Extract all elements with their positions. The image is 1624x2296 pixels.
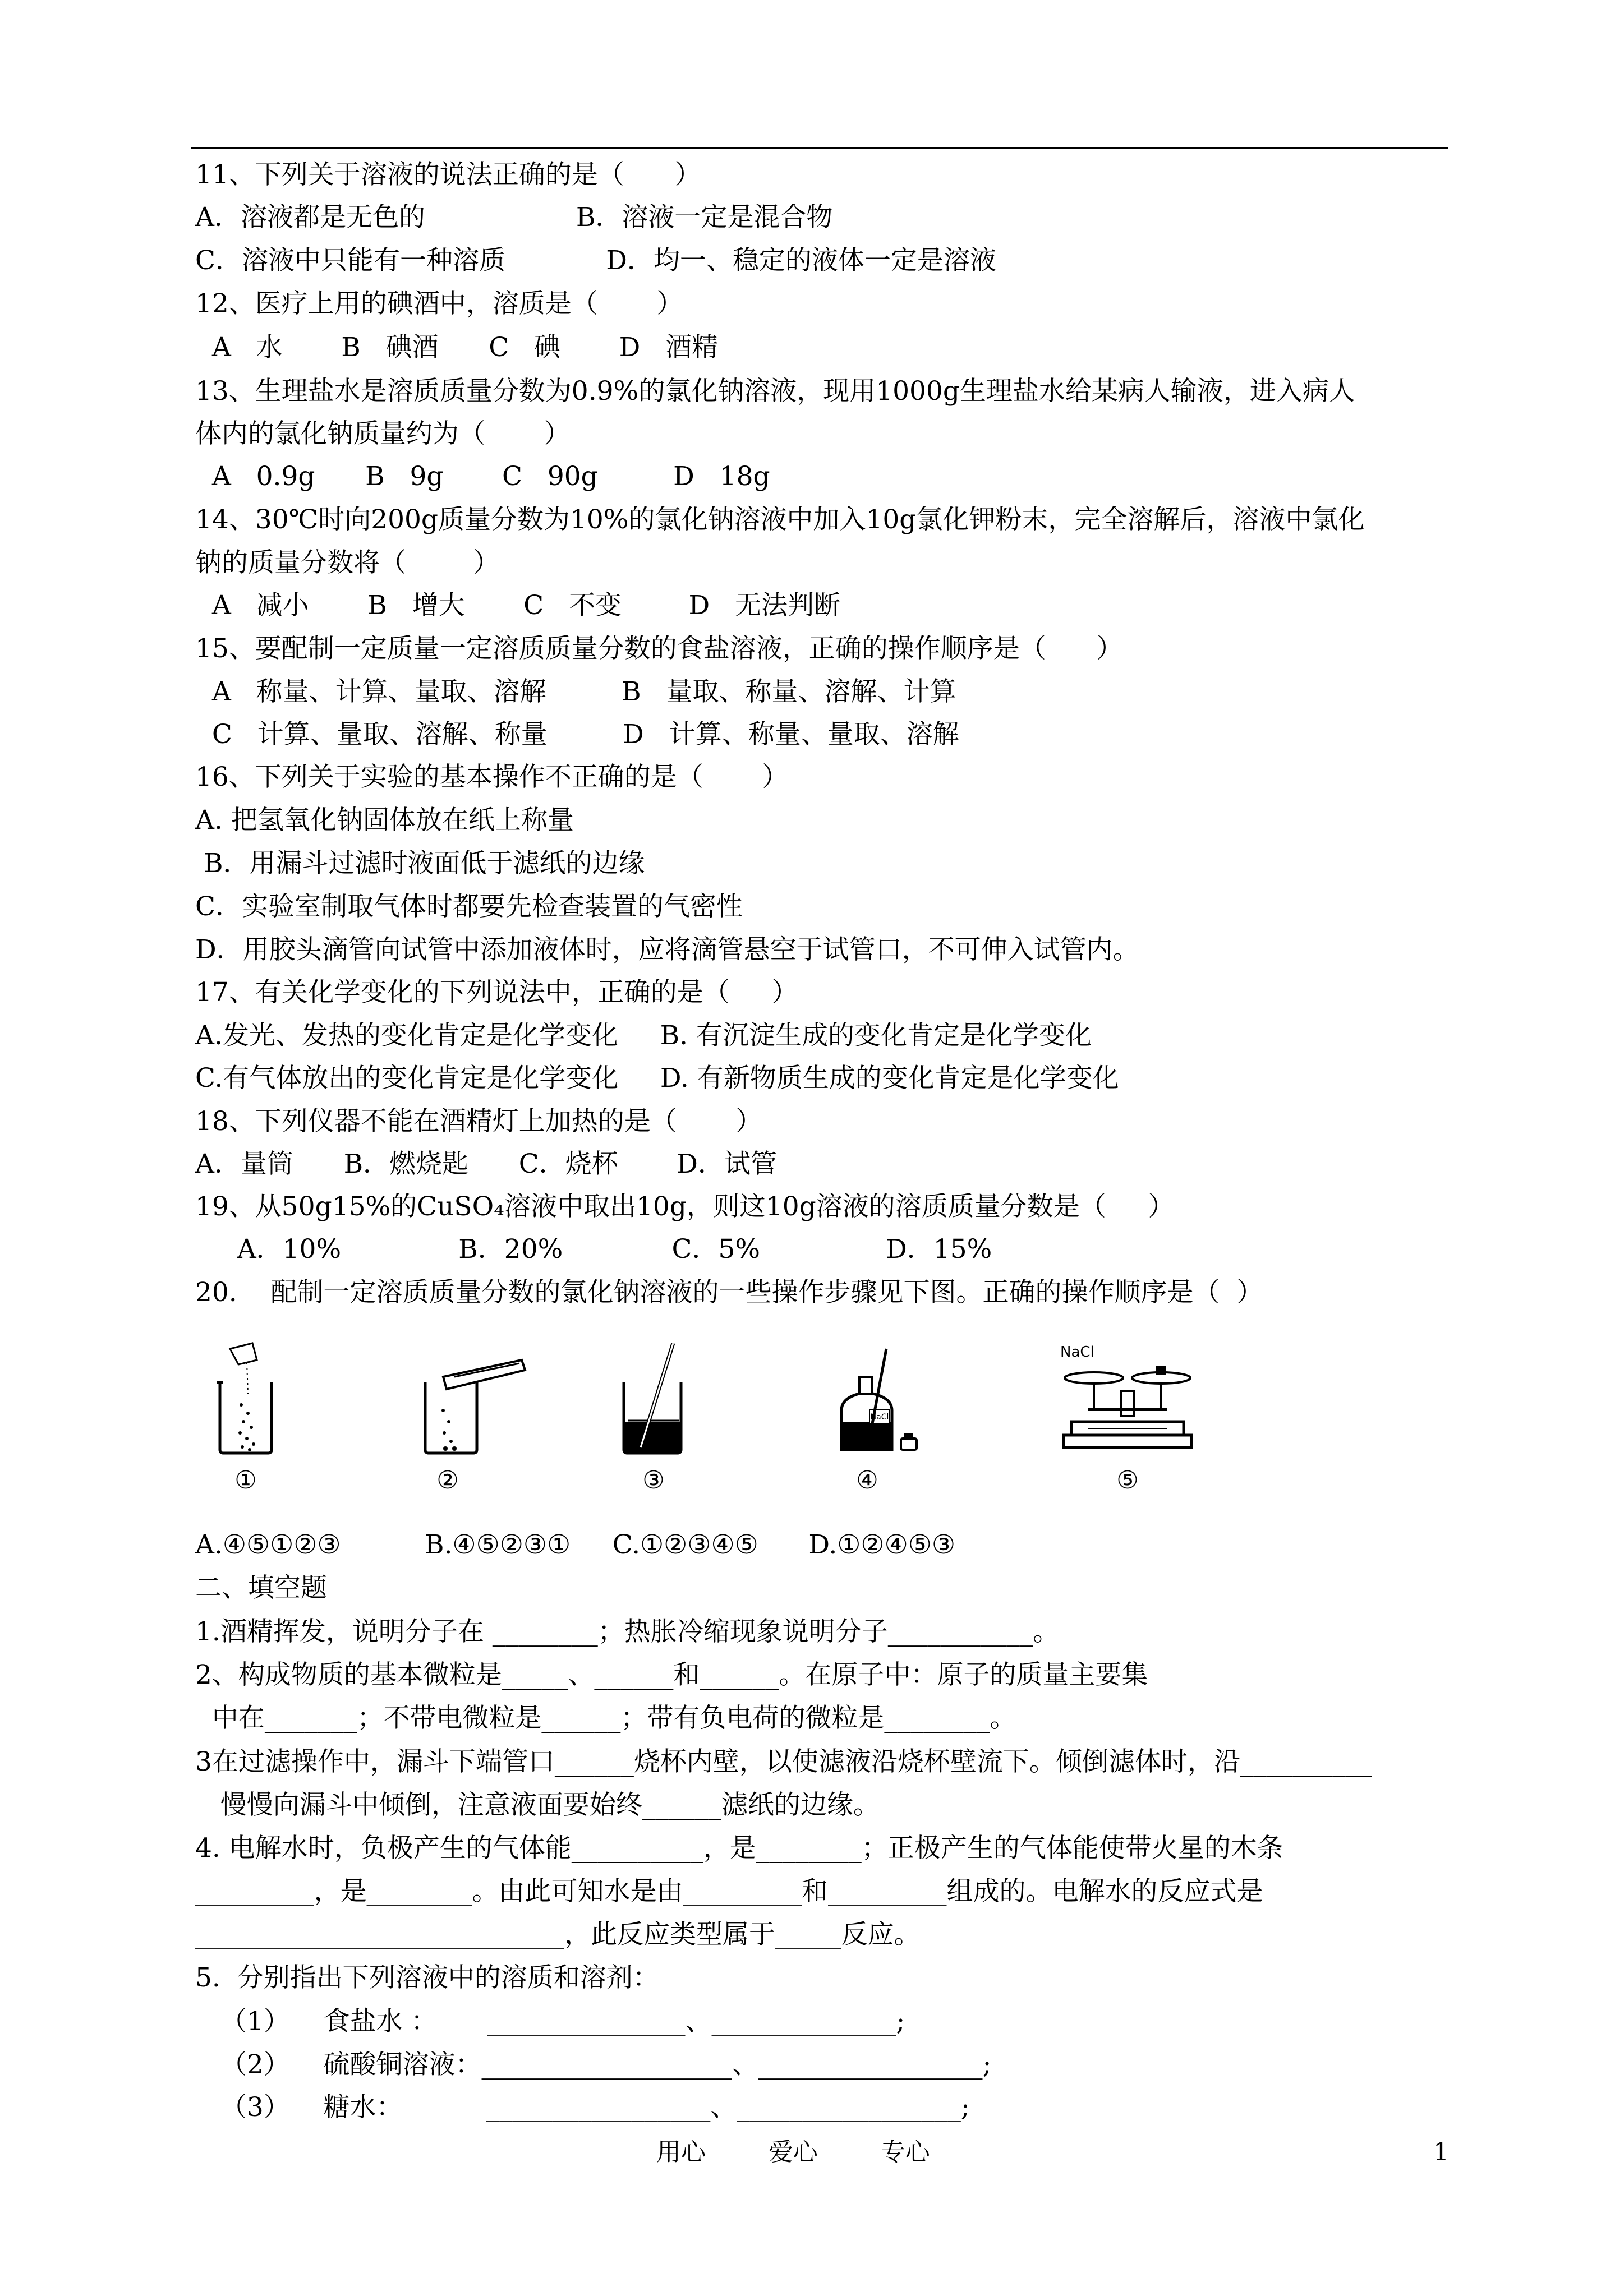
balance-illustration [1055, 1338, 1200, 1467]
text-line: D．用胶头滴管向试管中添加液体时，应将滴管悬空于试管口，不可伸入试管内。 [195, 934, 1139, 965]
text-line: C.有气体放出的变化肯定是化学变化 D. 有新物质生成的变化肯定是化学变化 [195, 1063, 1119, 1094]
figure-label-1: ① [234, 1466, 257, 1495]
header-rule [191, 147, 1448, 149]
text-line: 14、30℃时向200g质量分数为10%的氯化钠溶液中加入10g氯化钾粉末，完全溶解后，溶液中氯化 [195, 504, 1365, 535]
text-line: 11、下列关于溶液的说法正确的是（ ） [195, 159, 701, 190]
text-line: A 水 B 碘酒 C 碘 D 酒精 [195, 332, 719, 363]
figure-stir [611, 1338, 701, 1495]
page-number: 1 [1433, 2138, 1449, 2166]
text-line: A 0.9g B 9g C 90g D 18g [195, 461, 770, 492]
text-line: A.④⑤①②③ B.④⑤②③① C.①②③④⑤ D.①②④⑤③ [195, 1529, 955, 1560]
text-line: 17、有关化学变化的下列说法中，正确的是（ ） [195, 977, 798, 1008]
text-line: 3在过滤操作中，漏斗下端管口______烧杯内壁，以使滤液沿烧杯壁流下。倾倒滤体时，沿__________ [195, 1746, 1372, 1777]
text-line: 中在_______；不带电微粒是______；带有负电荷的微粒是________。 [195, 1703, 1016, 1733]
nacl-balance-label: NaCl [1060, 1344, 1094, 1361]
figure-label-4: ④ [856, 1466, 878, 1495]
text-line: C．实验室制取气体时都要先检查装置的气密性 [195, 891, 743, 922]
text-line: A．溶液都是无色的 B．溶液一定是混合物 [195, 202, 833, 233]
text-line: 1.酒精挥发，说明分子在 ________；热胀冷缩现象说明分子___________。 [195, 1616, 1060, 1647]
text-line: _________，是________。由此可知水是由_________和_________组成的。电解水的反应式是 [195, 1876, 1263, 1907]
figure-pour-salt [208, 1338, 292, 1495]
text-line: 20. 配制一定溶质质量分数的氯化钠溶液的一些操作步骤见下图。正确的操作顺序是（ ） [195, 1277, 1263, 1308]
text-line: （1） 食盐水 ： _______________、______________; [195, 2006, 905, 2037]
figure-reagent-bottle [830, 1338, 937, 1495]
text-line: 15、要配制一定质量一定溶质质量分数的食盐溶液，正确的操作顺序是（ ） [195, 633, 1123, 664]
stir-illustration [611, 1338, 701, 1467]
text-line: 13、生理盐水是溶质质量分数为0.9%的氯化钠溶液，现用1000g生理盐水给某病人输液，进入病人 [195, 376, 1355, 407]
pour-salt-illustration [208, 1338, 292, 1467]
figure-label-3: ③ [642, 1466, 665, 1495]
text-line: B．用漏斗过滤时液面低于滤纸的边缘 [195, 848, 645, 879]
text-line: ____________________________，此反应类型属于_____反应。 [195, 1919, 921, 1950]
figure-balance [1055, 1338, 1200, 1495]
text-line: 12、医疗上用的碘酒中，溶质是（ ） [195, 288, 683, 319]
text-line: 二、填空题 [195, 1573, 327, 1603]
text-line: （2） 硫酸铜溶液：___________________、_________________; [195, 2049, 992, 2080]
text-line: 钠的质量分数将（ ） [195, 547, 500, 578]
figure-pour-water [410, 1338, 533, 1495]
text-line: C 计算、量取、溶解、称量 D 计算、称量、量取、溶解 [195, 719, 959, 750]
pour-water-illustration [410, 1338, 533, 1467]
figure-label-2: ② [436, 1466, 459, 1495]
figure-label-5: ⑤ [1116, 1466, 1139, 1495]
text-line: A 减小 B 增大 C 不变 D 无法判断 [195, 590, 840, 621]
procedure-figures [208, 1338, 1217, 1506]
text-line: A．量筒 B．燃烧匙 C．烧杯 D．试管 [195, 1149, 777, 1179]
text-line: 慢慢向漏斗中倾倒，注意液面要始终______滤纸的边缘。 [195, 1790, 880, 1820]
text-line: A. 把氢氧化钠固体放在纸上称量 [195, 805, 574, 836]
text-line: A.发光、发热的变化肯定是化学变化 B. 有沉淀生成的变化肯定是化学变化 [195, 1020, 1092, 1051]
text-line: A．10% B．20% C．5% D．15% [195, 1234, 992, 1265]
text-line: 体内的氯化钠质量约为（ ） [195, 418, 571, 449]
text-line: （3） 糖水： _________________、_________________; [195, 2092, 970, 2123]
text-line: 16、下列关于实验的基本操作不正确的是（ ） [195, 762, 789, 792]
text-line: C．溶液中只能有一种溶质 D．均一、稳定的液体一定是溶液 [195, 245, 996, 276]
text-line: 4. 电解水时，负极产生的气体能__________，是________；正极产生的气体能使带火星的木条 [195, 1833, 1283, 1864]
reagent-bottle-illustration [830, 1338, 937, 1467]
text-line: 18、下列仪器不能在酒精灯上加热的是（ ） [195, 1106, 762, 1137]
text-line: 2、构成物质的基本微粒是_____、______和______。在原子中：原子的质量主要集 [195, 1659, 1148, 1690]
text-line: 19、从50g15%的CuSO₄溶液中取出10g，则这10g溶液的溶质质量分数是（ ） [195, 1191, 1175, 1222]
footer-motto: 用心 爱心 专心 [656, 2138, 930, 2166]
nacl-bottle-label: NaCl [870, 1413, 889, 1422]
text-line: A 称量、计算、量取、溶解 B 量取、称量、溶解、计算 [195, 676, 956, 707]
text-line: 5. 分别指出下列溶液中的溶质和溶剂： [195, 1962, 659, 1993]
